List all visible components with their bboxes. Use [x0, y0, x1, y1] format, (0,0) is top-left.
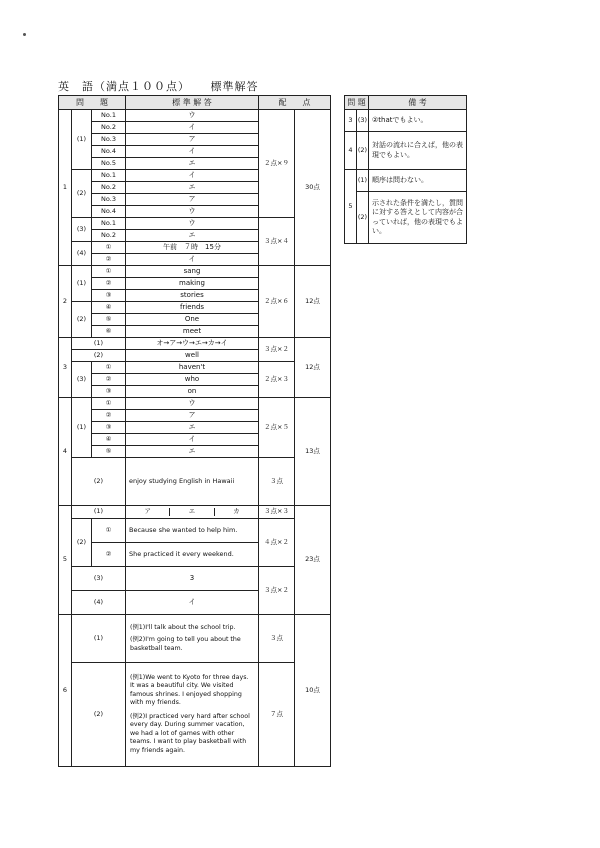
item-label: ①	[92, 266, 126, 278]
item-label: No.3	[92, 194, 126, 206]
section-total: 10点	[295, 615, 331, 767]
part-label: (1)	[72, 338, 126, 350]
answer-cell: haven't	[126, 362, 259, 374]
answer-cell: エ	[126, 182, 259, 194]
item-label: ④	[92, 434, 126, 446]
item-label: No.4	[92, 206, 126, 218]
note-part: (3)	[357, 110, 369, 132]
note-question: 3	[345, 110, 357, 132]
answer-cell: 3	[126, 567, 259, 591]
part-label: (2)	[72, 663, 126, 767]
item-label: ②	[92, 254, 126, 266]
item-label: ②	[92, 543, 126, 567]
answer-choice: ア	[126, 508, 170, 516]
answer-cell: エ	[126, 422, 259, 434]
note-part: (2)	[357, 192, 369, 244]
table-header-row	[59, 96, 331, 110]
item-label: No.2	[92, 122, 126, 134]
part-label: (3)	[72, 567, 126, 591]
answer-cell: meet	[126, 326, 259, 338]
item-label: No.1	[92, 218, 126, 230]
notes-header-question: 問 題	[345, 96, 369, 110]
answer-cell: ウ	[126, 110, 259, 122]
answer-cell: Because she wanted to help him.	[126, 519, 259, 543]
answer-cell: エ	[126, 230, 259, 242]
part-label: (1)	[72, 266, 92, 302]
item-label: No.1	[92, 110, 126, 122]
section-number: 4	[59, 398, 72, 506]
item-label: ②	[92, 278, 126, 290]
section-number: 6	[59, 615, 72, 767]
answer-cell: オ→ア→ウ→エ→カ→イ	[126, 338, 259, 350]
points-allocation: ２点×６	[259, 266, 295, 338]
table-row	[59, 663, 331, 767]
note-question: 4	[345, 132, 357, 170]
answer-cell: well	[126, 350, 259, 362]
answer-cell	[126, 615, 259, 663]
answer-choice: カ	[233, 507, 240, 516]
note-part: (2)	[357, 132, 369, 170]
note-text: 対話の流れに合えば，他の表現でもよい。	[369, 132, 467, 170]
section-total: 13点	[295, 398, 331, 506]
header-question: 問 題	[59, 96, 126, 110]
note-row	[345, 170, 467, 192]
part-label: (1)	[72, 398, 92, 458]
answer-cell: stories	[126, 290, 259, 302]
example-answer: (例1)I'll talk about the school trip.	[130, 623, 236, 631]
page-title	[58, 78, 259, 94]
table-row	[59, 398, 331, 410]
answer-cell: イ	[126, 254, 259, 266]
item-label: No.1	[92, 170, 126, 182]
section-number: 3	[59, 338, 72, 398]
part-label: (1)	[72, 615, 126, 663]
item-label: ⑤	[92, 446, 126, 458]
item-label: No.5	[92, 158, 126, 170]
table-row	[59, 458, 331, 506]
answer-cell: ウ	[126, 218, 259, 230]
answer-cell: イ	[126, 170, 259, 182]
part-label: (2)	[72, 170, 92, 218]
part-label: (2)	[72, 458, 126, 506]
scan-dot	[23, 33, 26, 36]
answer-cell: イ	[126, 591, 259, 615]
table-row	[59, 567, 331, 591]
notes-header-remarks: 備 考	[369, 96, 467, 110]
table-row	[59, 338, 331, 350]
answer-cell: 午前 ７時 15分	[126, 242, 259, 254]
answer-cell: making	[126, 278, 259, 290]
item-label: ①	[92, 242, 126, 254]
answer-cell: ウ	[126, 206, 259, 218]
section-total: 30点	[295, 110, 331, 266]
note-part: (1)	[357, 170, 369, 192]
section-number: 1	[59, 110, 72, 266]
points-allocation: ３点	[259, 458, 295, 506]
answer-cell: ア	[126, 134, 259, 146]
part-label: (3)	[72, 362, 92, 398]
item-label: ①	[92, 362, 126, 374]
item-label: No.2	[92, 230, 126, 242]
points-allocation: ４点×２	[259, 519, 295, 567]
points-allocation: ３点×２	[259, 338, 295, 362]
note-row	[345, 132, 467, 170]
section-number: 5	[59, 506, 72, 615]
part-label: (2)	[72, 302, 92, 338]
table-row	[59, 362, 331, 374]
points-allocation: ２点×５	[259, 398, 295, 458]
answer-cell: on	[126, 386, 259, 398]
notes-table	[344, 95, 467, 244]
table-row	[59, 506, 331, 519]
item-label: ①	[92, 519, 126, 543]
answer-cell: イ	[126, 122, 259, 134]
answer-cell: One	[126, 314, 259, 326]
note-text: ②thatでもよい。	[369, 110, 467, 132]
answer-table	[58, 95, 331, 767]
item-label: No.3	[92, 134, 126, 146]
part-label: (3)	[72, 218, 92, 242]
points-allocation: ３点	[259, 615, 295, 663]
part-label: (1)	[72, 506, 126, 519]
part-label: (4)	[72, 242, 92, 266]
header-answer: 標 準 解 答	[126, 96, 259, 110]
note-text: 示された条件を満たし，質問に対する答えとして内容が合っていれば，他の表現でもよい。	[369, 192, 467, 244]
item-label: ⑥	[92, 326, 126, 338]
table-row	[59, 266, 331, 278]
header-points: 配 点	[259, 96, 331, 110]
item-label: ②	[92, 410, 126, 422]
section-total: 23点	[295, 506, 331, 615]
item-label: ③	[92, 386, 126, 398]
points-allocation: ３点×４	[259, 218, 295, 266]
points-allocation: ３点×３	[259, 506, 295, 519]
answer-cell: ア	[126, 194, 259, 206]
example-answer: (例1)We went to Kyoto for three days. It was a beautiful city. We visited famous shrines. I enjoyed shopping with my friends.	[130, 673, 249, 707]
table-row	[59, 110, 331, 122]
notes-header-row	[345, 96, 467, 110]
points-allocation: ２点×３	[259, 362, 295, 398]
part-label: (2)	[72, 519, 92, 567]
answer-cell: エ	[126, 158, 259, 170]
note-question: 5	[345, 170, 357, 244]
table-row	[59, 615, 331, 663]
item-label: No.2	[92, 182, 126, 194]
example-answer: (例2)I'm going to tell you about the basketball team.	[130, 636, 241, 652]
answer-key-title: 標準解答	[210, 80, 259, 93]
answer-cell: who	[126, 374, 259, 386]
section-number: 2	[59, 266, 72, 338]
answer-cell: sang	[126, 266, 259, 278]
item-label: No.4	[92, 146, 126, 158]
part-label: (2)	[72, 350, 126, 362]
answer-cell: イ	[126, 146, 259, 158]
answer-cell: enjoy studying English in Hawaii	[126, 458, 259, 506]
section-total: 12点	[295, 266, 331, 338]
item-label: ⑤	[92, 314, 126, 326]
answer-cell: She practiced it every weekend.	[126, 543, 259, 567]
answer-cell: ア	[126, 410, 259, 422]
answer-cell: ウ	[126, 398, 259, 410]
item-label: ③	[92, 422, 126, 434]
subject-title: 英 語（満点１００点）	[58, 80, 190, 93]
note-row	[345, 192, 467, 244]
answer-cell	[126, 663, 259, 767]
section-total: 12点	[295, 338, 331, 398]
points-allocation: ３点×２	[259, 567, 295, 615]
note-row	[345, 110, 467, 132]
answer-cell: イ	[126, 434, 259, 446]
note-text: 順序は問わない。	[369, 170, 467, 192]
part-label: (4)	[72, 591, 126, 615]
item-label: ②	[92, 374, 126, 386]
answer-cell: friends	[126, 302, 259, 314]
item-label: ①	[92, 398, 126, 410]
example-answer: (例2)I practiced very hard after school every day. During summer vacation, we had a lot of games with other teams. I want to play basketball with my friends again.	[130, 712, 250, 754]
points-allocation: ２点×９	[259, 110, 295, 218]
table-row	[59, 519, 331, 543]
table-row	[59, 218, 331, 230]
answer-cell	[126, 506, 259, 519]
answer-cell: エ	[126, 446, 259, 458]
answer-choice: エ	[170, 508, 214, 516]
item-label: ③	[92, 290, 126, 302]
points-allocation: ７点	[259, 663, 295, 767]
part-label: (1)	[72, 110, 92, 170]
item-label: ④	[92, 302, 126, 314]
